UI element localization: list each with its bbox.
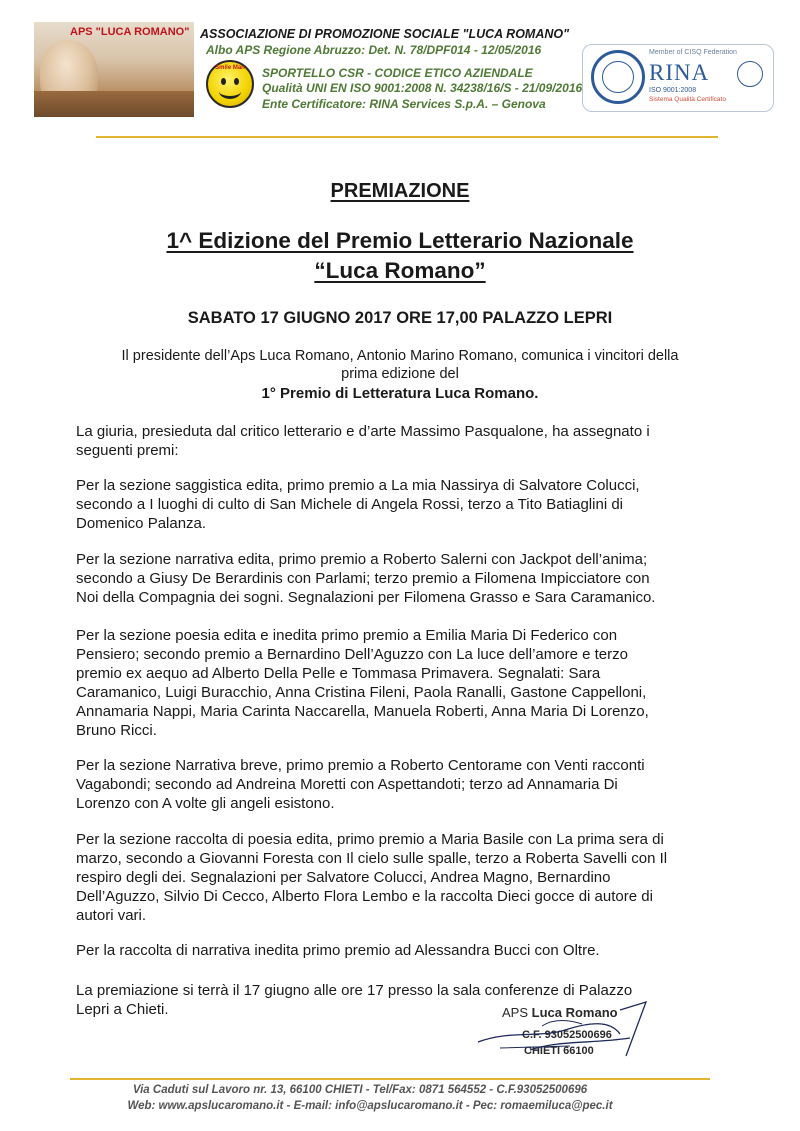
- text-line: Lorenzo con A volte gli angeli esistono.: [76, 795, 335, 812]
- text-line: Per la sezione Narrativa breve, primo premio a Roberto Centorame con Venti racconti: [76, 757, 645, 774]
- rina-certification-logo: [582, 44, 774, 112]
- intro-line: Il presidente dell’Aps Luca Romano, Antonio Marino Romano, comunica i vincitori della: [121, 348, 679, 364]
- intro-line: prima edizione del: [341, 366, 459, 382]
- stamp-fiscal-code: C.F. 93052500696: [522, 1029, 612, 1041]
- rina-wordmark: RINA: [649, 60, 710, 85]
- stamp-name: APS Luca Romano: [502, 1005, 618, 1020]
- footer-contacts: Web: www.apslucaromano.it - E-mail: info@apslucaromano.it - Pec: romaemiluca@pec.it: [127, 1100, 613, 1112]
- text-line: Per la sezione raccolta di poesia edita, primo premio a Maria Basile con La prima sera di: [76, 831, 664, 848]
- text-line: Domenico Palanza.: [76, 515, 207, 532]
- text-line: Per la sezione poesia edita e inedita primo premio a Emilia Maria Di Federico con: [76, 627, 618, 644]
- intro-text: [0, 347, 800, 383]
- text-line: Caramanico, Luigi Buracchio, Anna Cristina Fileni, Paola Ranalli, Gastone Cappelloni,: [76, 684, 647, 701]
- text-line: Vagabondi; secondo ad Andreina Moretti con Aspettandoti; terzo ad Annamaria Di: [76, 776, 618, 793]
- text-line: Per la sezione saggistica edita, primo premio a La mia Nassirya di Salvatore Colucci,: [76, 477, 640, 494]
- text-line: seguenti premi:: [76, 442, 179, 459]
- header-divider: [96, 136, 718, 138]
- rina-member-text: Member of CISQ Federation: [649, 49, 737, 56]
- text-line: Bruno Ricci.: [76, 722, 157, 739]
- smiley-logo-icon: [206, 60, 254, 108]
- cisq-circle-icon: [737, 61, 763, 87]
- association-name: ASSOCIAZIONE DI PROMOZIONE SOCIALE "LUCA ROMANO": [200, 27, 570, 41]
- premiazione-title: PREMIAZIONE: [330, 180, 470, 202]
- association-logo: [34, 22, 194, 117]
- text-line: marzo, secondo a Giovanni Foresta con Il cielo sulle spalle, terzo a Roberta Savelli con Il: [76, 850, 668, 867]
- raccolta-narrativa-paragraph: [76, 941, 716, 960]
- text-line: Pensiero; secondo premio a Bernardino Dell’Aguzzo con La luce dell’amore e terzo: [76, 646, 628, 663]
- jury-paragraph: [76, 422, 716, 460]
- saggistica-paragraph: [76, 476, 716, 533]
- text-line: Lepri a Chieti.: [76, 1001, 169, 1018]
- footer-address: Via Caduti sul Lavoro nr. 13, 66100 CHIETI - Tel/Fax: 0871 564552 - C.F.93052500696: [132, 1084, 588, 1096]
- poesia-paragraph: [76, 626, 716, 740]
- text-line: autori vari.: [76, 907, 147, 924]
- text-line: respiro degli dei. Segnalazioni per Salvatore Colucci, Andrea Magno, Bernardino: [76, 869, 611, 886]
- text-line: Annamaria Nappi, Maria Carinta Naccarella, Manuela Roberti, Anna Maria Di Lorenzo,: [76, 703, 649, 720]
- raccolta-poesia-paragraph: [76, 830, 716, 925]
- text-line: secondo a I luoghi di culto di San Michele di Angela Rossi, terzo a Tito Batiaglini di: [76, 496, 623, 513]
- rina-subtitle: Sistema Qualità Certificato: [649, 96, 726, 103]
- text-line: Per la sezione narrativa edita, primo premio a Roberto Salerni con Jackpot dell’anima;: [76, 551, 648, 568]
- text-line: secondo a Giusy De Berardinis con Parlami; terzo premio a Filomena Impicciatore con: [76, 570, 650, 587]
- albo-registration: Albo APS Regione Abruzzo: Det. N. 78/DPF014 - 12/05/2016: [206, 43, 542, 57]
- logo-title: APS "LUCA ROMANO": [70, 26, 190, 38]
- text-line: Per la raccolta di narrativa inedita primo premio ad Alessandra Bucci con Oltre.: [76, 942, 600, 959]
- narrativa-paragraph: [76, 550, 716, 607]
- edition-title-line2: “Luca Romano”: [314, 258, 486, 283]
- footer-divider: [70, 1078, 710, 1080]
- premio-name: 1° Premio di Letteratura Luca Romano.: [261, 385, 539, 402]
- text-line: La premiazione si terrà il 17 giugno alle ore 17 presso la sala conferenze di Palazzo: [76, 982, 633, 999]
- narrativa-breve-paragraph: [76, 756, 716, 813]
- text-line: La giuria, presieduta dal critico letterario e d’arte Massimo Pasqualone, ha assegnato i: [76, 423, 650, 440]
- text-line: Dell’Aguzzo, Silvio Di Cecco, Alberto Flora Lembo e la raccolta Dieci gocce di autore di: [76, 888, 653, 905]
- text-line: Noi della Compagnia dei sogni. Segnalazioni per Filomena Grasso e Sara Caramanico.: [76, 589, 656, 606]
- rina-seal-icon: [591, 50, 645, 104]
- edition-title-line1: 1^ Edizione del Premio Letterario Nazionale: [166, 228, 634, 253]
- certifying-body: Ente Certificatore: RINA Services S.p.A. – Genova: [262, 97, 546, 111]
- event-date-place: SABATO 17 GIUGNO 2017 ORE 17,00 PALAZZO LEPRI: [187, 309, 613, 327]
- stamp-city: CHIETI 66100: [524, 1045, 594, 1057]
- signature: [470, 1000, 660, 1060]
- smiley-logo-text: Smile Man: [215, 65, 245, 71]
- sea-image: [34, 91, 194, 117]
- quality-certification: Qualità UNI EN ISO 9001:2008 N. 34238/16/S - 21/09/2016: [262, 81, 583, 95]
- text-line: premio ex aequo ad Alberto Della Pelle e Tommasa Primavera. Segnalati: Sara: [76, 665, 601, 682]
- rina-iso-text: ISO 9001:2008: [649, 87, 697, 94]
- sportello-csr: SPORTELLO CSR - CODICE ETICO AZIENDALE: [262, 66, 533, 80]
